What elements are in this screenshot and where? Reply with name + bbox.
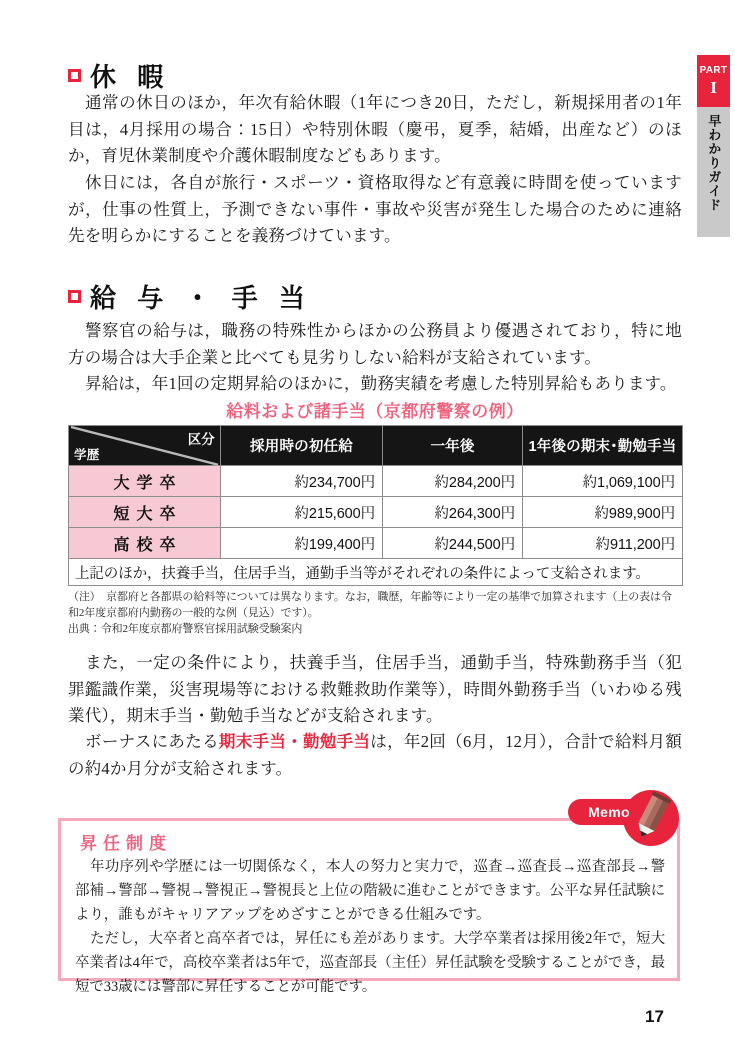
memo-paragraph-2 (75, 927, 665, 999)
section-heading-kyuyo (68, 278, 312, 315)
paragraph-text: また，一定の条件により，扶養手当，住居手当，通勤手当，特殊勤務手当（犯罪鑑識作業，災害現場等における救難救助作業等），時間外勤務手当（いわゆる残業代），期末手当・勤勉手当などが支給されます。 (68, 653, 682, 725)
note-line-3: 出典：令和2年度京都府警察官採用試験受験案内 (68, 623, 303, 635)
table-source-note (68, 589, 682, 637)
paragraph-text: 休日には，各自が旅行・スポーツ・資格取得など有意義に時間を使っていますが，仕事の性質上，予測できない事件・事故や災害が発生した場合のために連絡先を明らかにすることを義務づけています。 (68, 173, 682, 245)
section-heading-text: 給 与 ・ 手 当 (90, 283, 312, 313)
paragraph-text-before: ボーナスにあたる (85, 732, 219, 751)
memo-title: 昇任制度 (80, 834, 172, 853)
paragraph-text: 通常の休日のほか，年次有給休暇（1年につき20日，ただし，新規採用者の1年目は，4月採用の場合：15日）や特別休暇（慶弔，夏季，結婚，出産など）のほか，育児休業制度や介護休暇制度などもあります。 (68, 93, 682, 165)
part-badge (697, 55, 730, 107)
row-education-label: 短大卒 (69, 497, 221, 528)
memo-badge (568, 790, 680, 846)
row-cell-bonus: 約989,900円 (523, 497, 683, 528)
part-vertical-label: 早わかりガイド (706, 114, 722, 212)
memo-body (75, 855, 665, 999)
table-header-row (69, 426, 683, 466)
paragraph-kyuyo-1 (68, 318, 682, 371)
row-education-label: 高校卒 (69, 528, 221, 559)
note-line-1: （注） 京都府と各都県の給料等については異なります。なお，職歴，年齢等により一定の基準で加算されます（上の表は令 (68, 591, 672, 603)
row-cell-bonus: 約911,200円 (523, 528, 683, 559)
table-footer-row (69, 559, 683, 586)
note-line-2: 和2年度京都府内勤務の一般的な例（見込）です）。 (68, 607, 319, 619)
table-row (69, 528, 683, 559)
table-col-header-1: 採用時の初任給 (221, 426, 383, 466)
row-cell-after-one-year: 約284,200円 (383, 466, 523, 497)
table-row (69, 466, 683, 497)
paragraph-text: 昇給は，年1回の定期昇給のほかに，勤務実績を考慮した特別昇給もあります。 (85, 374, 677, 393)
memo-badge-label: Memo (568, 799, 650, 825)
part-tab (697, 55, 730, 237)
red-square-bullet-icon (68, 290, 81, 303)
paragraph-allowances (68, 650, 682, 730)
paragraph-bonus (68, 729, 682, 782)
row-education-label: 大学卒 (69, 466, 221, 497)
memo-paragraph-text: 年功序列や学歴には一切関係なく，本人の努力と実力で，巡査→巡査長→巡査部長→警部補→警部→警視→警視正→警視長と上位の階級に進むことができます。公平な昇任試験により，誰もがキャリアアップをめざすことができる仕組みです。 (75, 859, 665, 923)
paragraph-kyuka-1 (68, 90, 682, 170)
part-word: PART (699, 65, 728, 76)
highlighted-term: 期末手当・勤勉手当 (218, 732, 371, 751)
row-cell-after-one-year: 約244,500円 (383, 528, 523, 559)
part-number: I (710, 78, 717, 97)
row-cell-after-one-year: 約264,300円 (383, 497, 523, 528)
table-col-header-2: 一年後 (383, 426, 523, 466)
memo-paragraph-text: ただし，大卒者と高卒者では，昇任にも差があります。大学卒業者は採用後2年で，短大卒業者は4年で，高校卒業者は5年で，巡査部長（主任）昇任試験を受験することができ，最短で33歳には警部に昇任することが可能です。 (75, 931, 665, 995)
corner-label-kubun: 区分 (187, 432, 215, 447)
row-cell-bonus: 約1,069,100円 (523, 466, 683, 497)
paragraph-kyuka-2 (68, 170, 682, 250)
row-cell-starting-salary: 約199,400円 (221, 528, 383, 559)
table-row (69, 497, 683, 528)
red-square-bullet-icon (68, 69, 81, 82)
pencil-icon (626, 791, 676, 845)
salary-table-caption: 給料および諸手当（京都府警察の例） (226, 402, 524, 421)
section-heading-kyuka (68, 57, 170, 94)
page-number: 17 (645, 1007, 664, 1026)
memo-paragraph-1 (75, 855, 665, 927)
table-footer-note: 上記のほか，扶養手当，住居手当，通勤手当等がそれぞれの条件によって支給されます。 (69, 559, 683, 586)
paragraph-kyuyo-2 (68, 371, 682, 398)
table-col-header-3: 1年後の期末･勤勉手当 (523, 426, 683, 466)
paragraph-text: 警察官の給与は，職務の特殊性からほかの公務員より優遇されており，特に地方の場合は大手企業と比べても見劣りしない給料が支給されています。 (68, 321, 682, 367)
corner-label-gakureki: 学歴 (74, 448, 100, 462)
salary-table (68, 425, 683, 586)
row-cell-starting-salary: 約234,700円 (221, 466, 383, 497)
row-cell-starting-salary: 約215,600円 (221, 497, 383, 528)
section-heading-text: 休 暇 (90, 62, 171, 92)
paragraph-text-after: は，年2回（6月，12月），合計で給料月額の約4か月分が支給されます。 (68, 732, 682, 778)
table-corner-cell (69, 426, 221, 466)
